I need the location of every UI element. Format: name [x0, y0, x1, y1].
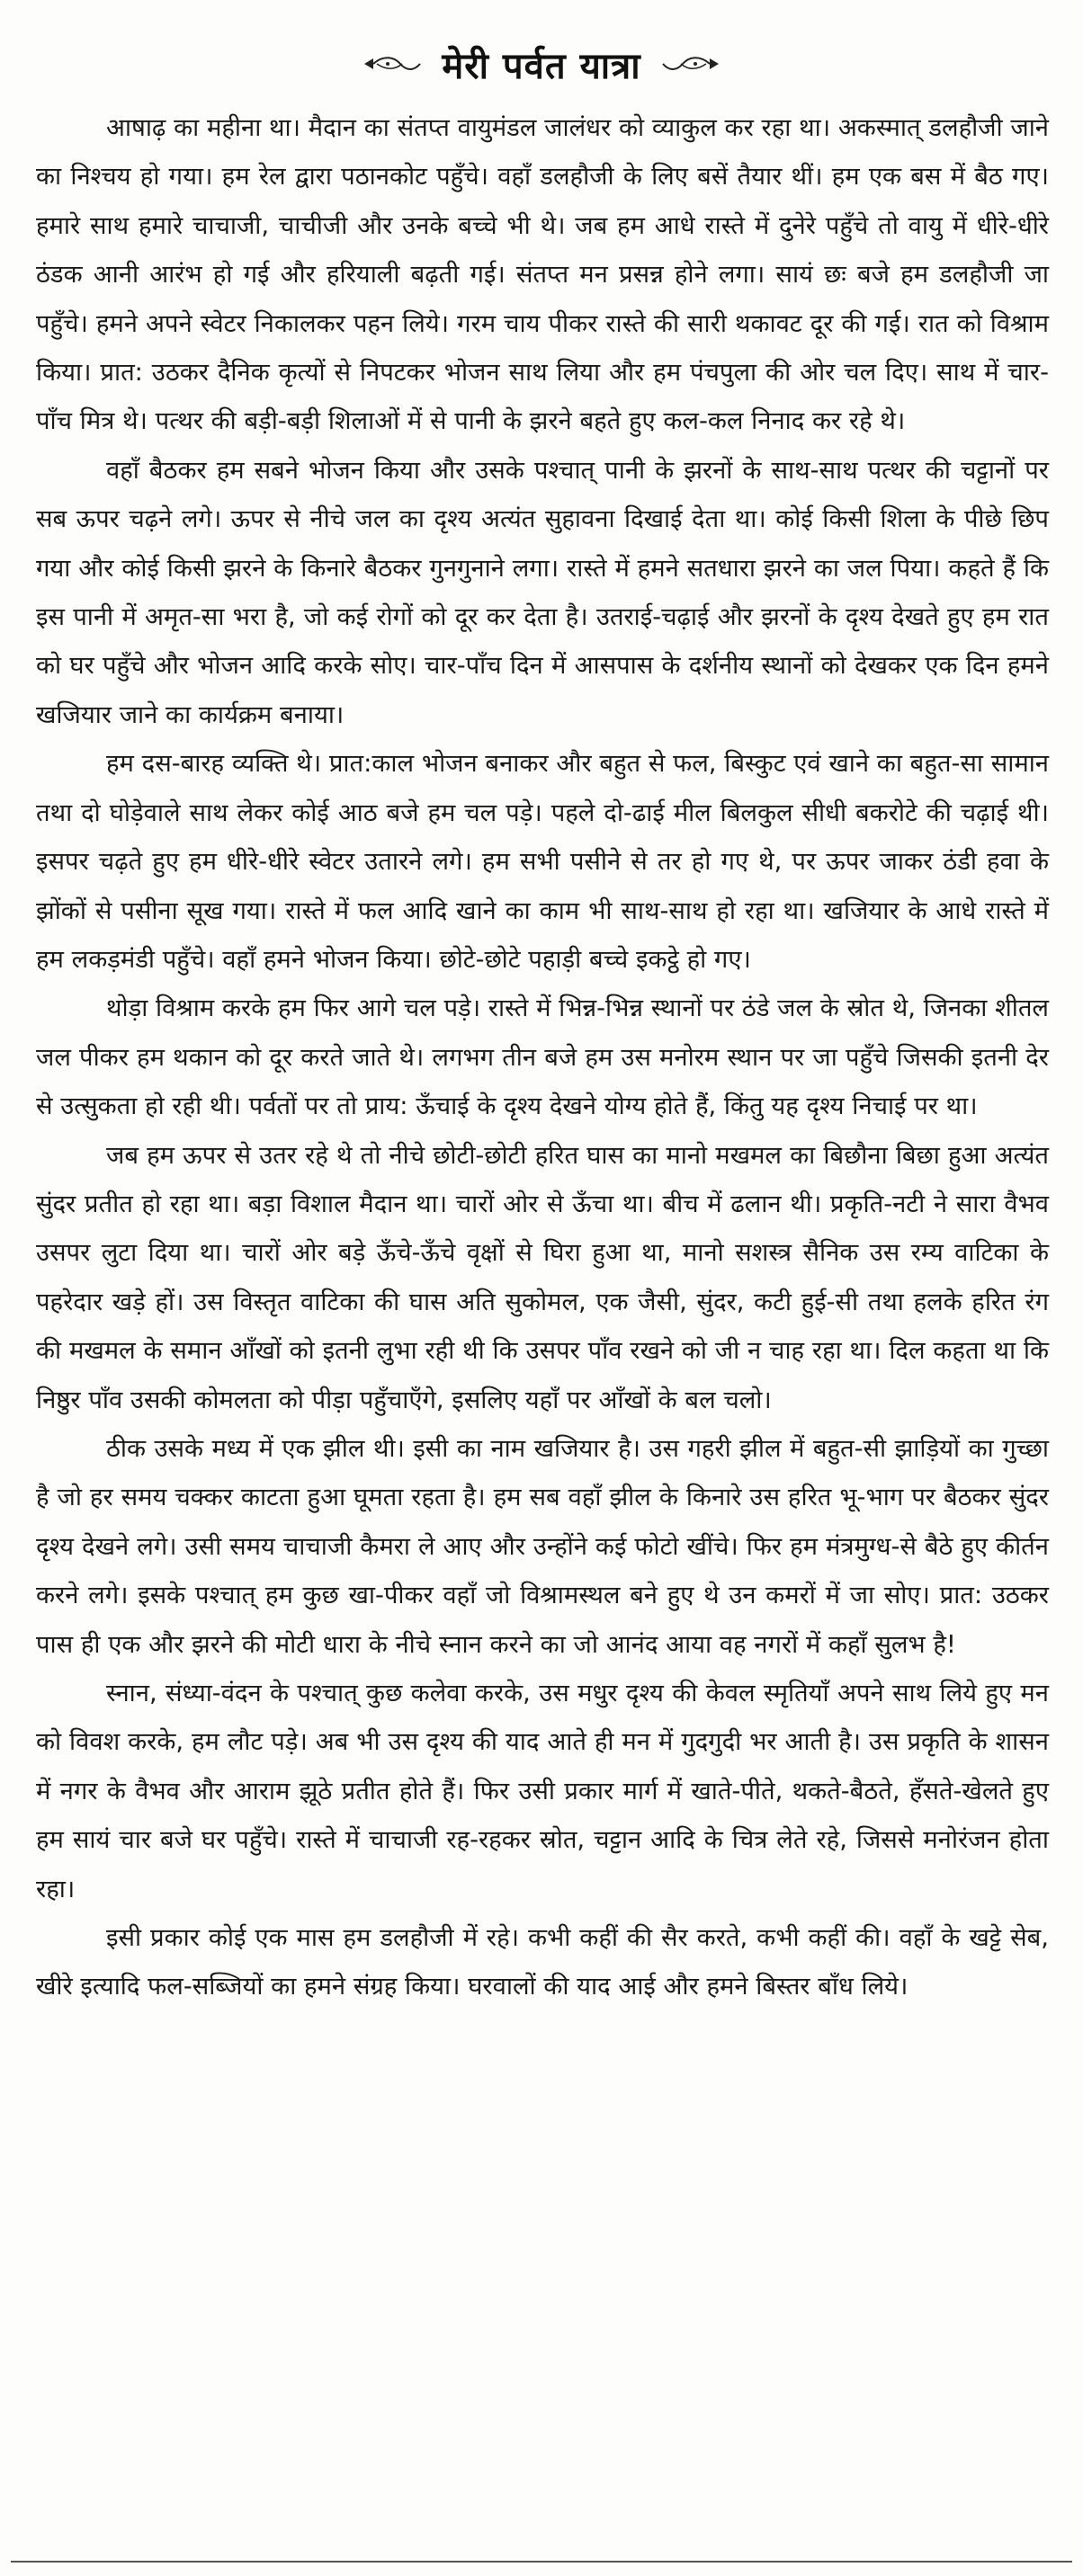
essay-body: [36, 104, 1049, 2012]
paragraph: स्नान, संध्या-वंदन के पश्चात् कुछ कलेवा करके, उस मधुर दृश्य की केवल स्मृतियाँ अपने साथ लिये हुए मन को विवश करके, हम लौट पड़े। अब भी उस दृश्य की याद आते ही मन में गुदगुदी भर आती है। उस प्रकृति के शासन में नगर के वैभव और आराम झूठे प्रतीत होते हैं। फिर उसी प्रकार मार्ग में खाते-पीते, थकते-बैठते, हँसते-खेलते हुए हम सायं चार बजे घर पहुँचे। रास्ते में चाचाजी रह-रहकर स्रोत, चट्टान आदि के चित्र लेते रहे, जिससे मनोरंजन होता रहा।: [36, 1680, 1049, 1903]
paragraph: इसी प्रकार कोई एक मास हम डलहौजी में रहे। कभी कहीं की सैर करते, कभी कहीं की। वहाँ के खट्टे सेब, खीरे इत्यादि फल-सब्जियों का हमने संग्रह किया। घरवालों की याद आई और हमने बिस्तर बाँध लिये।: [36, 1924, 1049, 2001]
bottom-divider: [11, 2561, 1072, 2563]
paragraph: आषाढ़ का महीना था। मैदान का संतप्त वायुमंडल जालंधर को व्याकुल कर रहा था। अकस्मात् डलहौजी जाने का निश्चय हो गया। हम रेल द्वारा पठानकोट पहुँचे। वहाँ डलहौजी के लिए बसें तैयार थीं। हम एक बस में बैठ गए। हमारे साथ हमारे चाचाजी, चाचीजी और उनके बच्चे भी थे। जब हम आधे रास्ते में दुनेरे पहुँचे तो वायु में धीरे-धीरे ठंडक आनी आरंभ हो गई और हरियाली बढ़ती गई। संतप्त मन प्रसन्न होने लगा। सायं छः बजे हम डलहौजी जा पहुँचे। हमने अपने स्वेटर निकालकर पहन लिये। गरम चाय पीकर रास्ते की सारी थकावट दूर की गई। रात को विश्राम किया। प्रात: उठकर दैनिक कृत्यों से निपटकर भोजन साथ लिया और हम पंचपुला की ओर चल दिए। साथ में चार-पाँच मित्र थे। पत्थर की बड़ी-बड़ी शिलाओं में से पानी के झरने बहते हुए कल-कल निनाद कर रहे थे।: [36, 114, 1049, 436]
left-flourish-icon: [361, 52, 422, 76]
title-row: [0, 32, 1083, 95]
paragraph: वहाँ बैठकर हम सबने भोजन किया और उसके पश्चात् पानी के झरनों के साथ-साथ पत्थर की चट्टानों पर सब ऊपर चढ़ने लगे। ऊपर से नीचे जल का दृश्य अत्यंत सुहावना दिखाई देता था। कोई किसी शिला के पीछे छिप गया और कोई किसी झरने के किनारे बैठकर गुनगुनाने लगा। रास्ते में हमने सतधारा झरने का जल पिया। कहते हैं कि इस पानी में अमृत-सा भरा है, जो कई रोगों को दूर कर देता है। उतराई-चढ़ाई और झरनों के दृश्य देखते हुए हम रात को घर पहुँचे और भोजन आदि करके सोए। चार-पाँच दिन में आसपास के दर्शनीय स्थानों को देखकर एक दिन हमने खजियार जाने का कार्यक्रम बनाया।: [36, 456, 1049, 729]
page-title: मेरी पर्वत यात्रा: [442, 45, 641, 87]
paragraph: थोड़ा विश्राम करके हम फिर आगे चल पड़े। रास्ते में भिन्न-भिन्न स्थानों पर ठंडे जल के स्रोत थे, जिनका शीतल जल पीकर हम थकान को दूर करते जाते थे। लगभग तीन बजे हम उस मनोरम स्थान पर जा पहुँचे जिसकी इतनी देर से उत्सुकता हो रही थी। पर्वतों पर तो प्राय: ऊँचाई के दृश्य देखने योग्य होते हैं, किंतु यह दृश्य निचाई पर था।: [36, 994, 1049, 1121]
paragraph: हम दस-बारह व्यक्ति थे। प्रात:काल भोजन बनाकर और बहुत से फल, बिस्कुट एवं खाने का बहुत-सा सामान तथा दो घोड़ेवाले साथ लेकर कोई आठ बजे हम चल पड़े। पहले दो-ढाई मील बिलकुल सीधी बकरोटे की चढ़ाई थी। इसपर चढ़ते हुए हम धीरे-धीरे स्वेटर उतारने लगे। हम सभी पसीने से तर हो गए थे, पर ऊपर जाकर ठंडी हवा के झोंकों से पसीना सूख गया। रास्ते में फल आदि खाने का काम भी साथ-साथ हो रहा था। खजियार के आधे रास्ते में हम लकड़मंडी पहुँचे। वहाँ हमने भोजन किया। छोटे-छोटे पहाड़ी बच्चे इकट्ठे हो गए।: [36, 750, 1049, 974]
paragraph: ठीक उसके मध्य में एक झील थी। इसी का नाम खजियार है। उस गहरी झील में बहुत-सी झाड़ियों का गुच्छा है जो हर समय चक्कर काटता हुआ घूमता रहता है। हम सब वहाँ झील के किनारे उस हरित भू-भाग पर बैठकर सुंदर दृश्य देखने लगे। उसी समय चाचाजी कैमरा ले आए और उन्होंने कई फोटो खींचे। फिर हम मंत्रमुग्ध-से बैठे हुए कीर्तन करने लगे। इसके पश्चात् हम कुछ खा-पीकर वहाँ जो विश्रामस्थल बने हुए थे उन कमरों में जा सोए। प्रात: उठकर पास ही एक और झरने की मोटी धारा के नीचे स्नान करने का जो आनंद आया वह नगरों में कहाँ सुलभ है!: [36, 1434, 1049, 1659]
paragraph: जब हम ऊपर से उतर रहे थे तो नीचे छोटी-छोटी हरित घास का मानो मखमल का बिछौना बिछा हुआ अत्यंत सुंदर प्रतीत हो रहा था। बड़ा विशाल मैदान था। चारों ओर से ऊँचा था। बीच में ढलान थी। प्रकृति-नटी ने सारा वैभव उसपर लुटा दिया था। चारों ओर बड़े ऊँचे-ऊँचे वृक्षों से घिरा हुआ था, मानो सशस्त्र सैनिक उस रम्य वाटिका के पहरेदार खड़े हों। उस विस्तृत वाटिका की घास अति सुकोमल, एक जैसी, सुंदर, कटी हुई-सी तथा हलके हरित रंग की मखमल के समान आँखों को इतनी लुभा रही थी कि उसपर पाँव रखने को जी न चाह रहा था। दिल कहता था कि निष्ठुर पाँव उसकी कोमलता को पीड़ा पहुँचाएँगे, इसलिए यहाँ पर आँखों के बल चलो।: [36, 1141, 1049, 1414]
right-flourish-icon: [661, 52, 722, 76]
